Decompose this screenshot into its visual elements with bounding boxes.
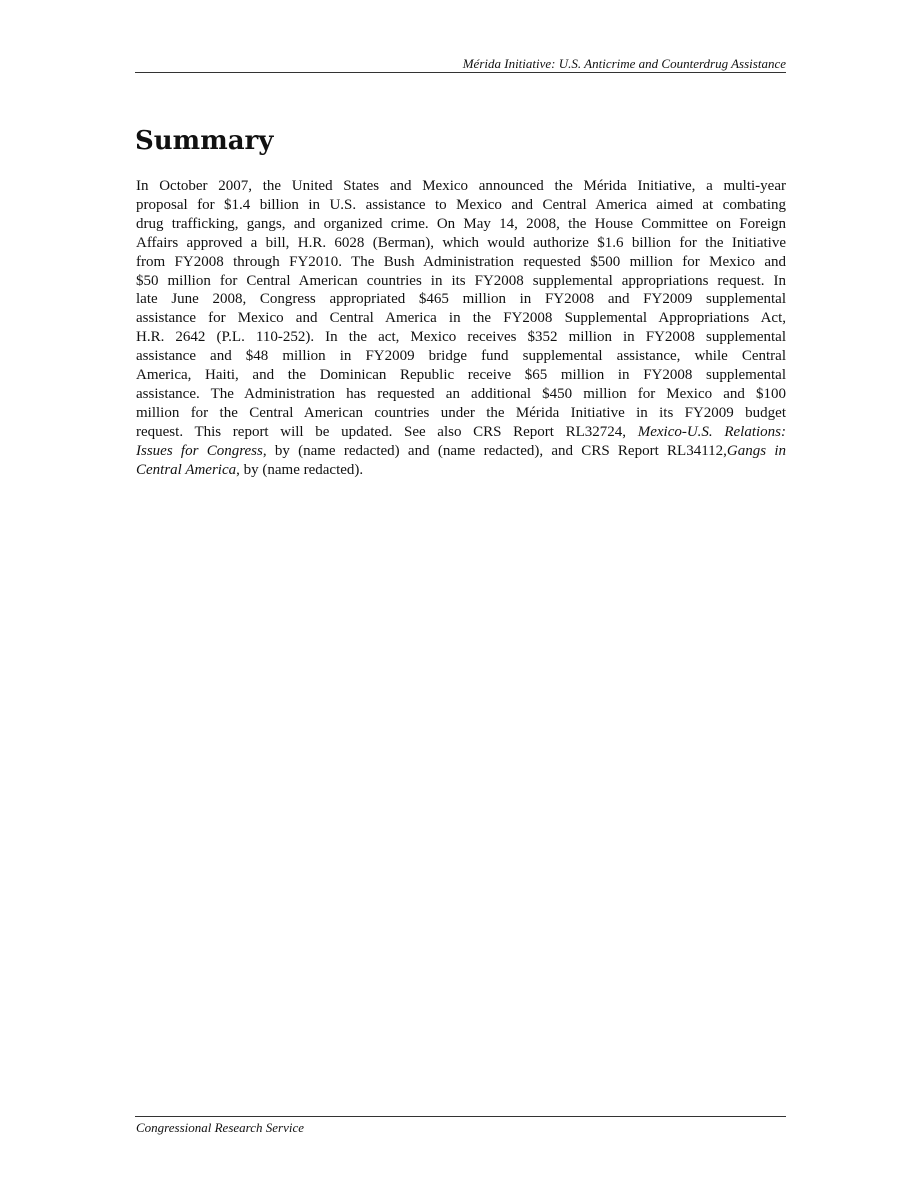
summary-line: from FY2008 through FY2010. The Bush Administration requested $500 million for Mexico and: [136, 253, 786, 270]
section-title: Summary: [135, 126, 274, 156]
summary-line: In October 2007, the United States and Mexico announced the Mérida Initiative, a multi-year: [136, 178, 786, 194]
summary-line: million for the Central American countries under the Mérida Initiative in its FY2009 budget: [136, 404, 786, 421]
report-title-italic: Issues for Congress: [136, 442, 263, 459]
summary-line: Affairs approved a bill, H.R. 6028 (Berman), which would authorize $1.6 billion for the Initiative: [136, 234, 786, 251]
summary-line: assistance for Mexico and Central America in the FY2008 Supplemental Appropriations Act,: [136, 310, 786, 327]
summary-line: America, Haiti, and the Dominican Republic receive $65 million in FY2008 supplemental: [136, 367, 786, 384]
summary-text: , by (name redacted).: [236, 461, 364, 478]
running-header-title: Mérida Initiative: U.S. Anticrime and Counterdrug Assistance: [462, 56, 786, 71]
report-title-italic: Gangs in: [726, 442, 786, 459]
summary-text: , by (name redacted) and (name redacted), and CRS Report RL34112,: [262, 442, 727, 459]
summary-line: $50 million for Central American countries in its FY2008 supplemental appropriations request. In: [136, 272, 786, 289]
report-title-italic: Central America: [136, 461, 237, 478]
summary-line: [136, 442, 786, 461]
summary-line: assistance. The Administration has requested an additional $450 million for Mexico and $100: [136, 385, 786, 402]
summary-line: [136, 461, 786, 480]
summary-line: assistance and $48 million in FY2009 bridge fund supplemental assistance, while Central: [136, 348, 786, 365]
footer-publisher: Congressional Research Service: [136, 1120, 304, 1135]
report-title-italic: Mexico-U.S. Relations:: [637, 423, 787, 440]
summary-line: late June 2008, Congress appropriated $465 million in FY2008 and FY2009 supplemental: [136, 291, 786, 308]
summary-line: proposal for $1.4 billion in U.S. assistance to Mexico and Central America aimed at combating: [136, 196, 786, 213]
summary-line: drug trafficking, gangs, and organized crime. On May 14, 2008, the House Committee on Foreign: [136, 215, 786, 232]
header-rule: [135, 72, 786, 73]
footer-rule: [135, 1116, 786, 1117]
summary-paragraph: [136, 177, 786, 480]
summary-line: H.R. 2642 (P.L. 110-252). In the act, Mexico receives $352 million in FY2008 supplemental: [136, 329, 786, 346]
summary-line: [136, 423, 786, 442]
summary-text: request. This report will be updated. See also CRS Report RL32724,: [136, 423, 638, 440]
